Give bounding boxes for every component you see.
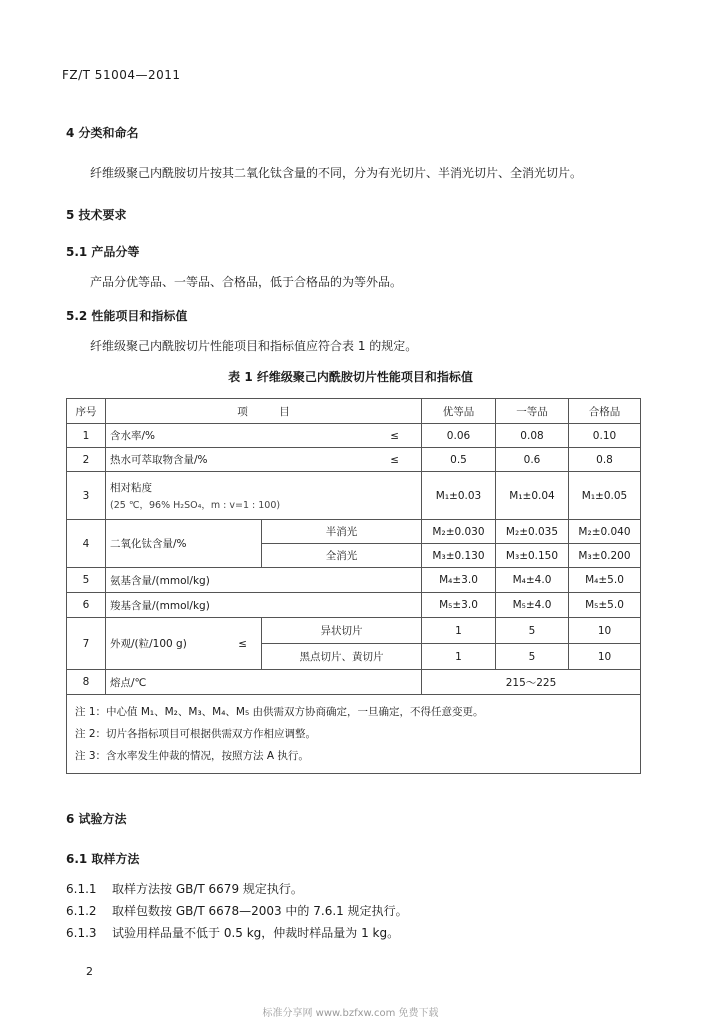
row-item: 熔点/℃ [106,670,422,695]
row-no: 6 [67,593,106,618]
item-number: 6.1.1 [66,882,97,896]
table-row [67,520,641,544]
value-first: M₄±4.0 [496,568,569,593]
value-superior: 1 [422,618,496,644]
row-no: 1 [67,424,106,448]
less-equal-symbol: ≤ [390,429,399,442]
value-first: M₂±0.035 [496,520,569,544]
value-qualified: M₅±5.0 [569,593,641,618]
table-row [67,618,641,644]
item-text: 取样方法按 GB/T 6679 规定执行。 [112,882,303,896]
value-first: M₅±4.0 [496,593,569,618]
section-5-title: 5 技术要求 [66,208,127,222]
value-qualified: M₃±0.200 [569,544,641,568]
sub-item: 异状切片 [262,618,422,644]
document-code: FZ/T 51004—2011 [62,68,181,82]
value-first: M₁±0.04 [496,472,569,520]
list-item [66,902,408,919]
value-qualified: 0.8 [569,448,641,472]
row-item [106,472,422,520]
row-no: 2 [67,448,106,472]
section-5-1-text: 产品分优等品、一等品、合格品，低于合格品的为等外品。 [90,275,403,289]
less-equal-symbol: ≤ [238,637,247,650]
spec-table [66,398,641,774]
header-item: 项 目 [106,399,422,424]
sub-item: 黑点切片、黄切片 [262,644,422,670]
list-item [66,880,303,897]
section-6-1-title: 6.1 取样方法 [66,852,140,866]
row-no: 3 [67,472,106,520]
row-no: 4 [67,520,106,568]
section-5-2-title: 5.2 性能项目和指标值 [66,309,188,323]
table-row [67,568,641,593]
header-grade-superior: 优等品 [422,399,496,424]
section-4-title: 4 分类和命名 [66,126,139,140]
less-equal-symbol: ≤ [390,453,399,466]
item-condition: (25 ℃，96% H₂SO₄，m : v=1 : 100) [110,500,281,511]
value-superior: M₄±3.0 [422,568,496,593]
table-header-row [67,399,641,424]
section-4-text: 纤维级聚己内酰胺切片按其二氧化钛含量的不同，分为有光切片、半消光切片、全消光切片。 [90,166,583,180]
table-notes-row [67,695,641,774]
row-no: 5 [67,568,106,593]
table-row [67,448,641,472]
table-caption: 表 1 纤维级聚己内酰胺切片性能项目和指标值 [228,370,473,384]
note-1: 注 1：中心值 M₁、M₂、M₃、M₄、M₅ 由供需双方协商确定，一旦确定，不得任意变更。 [75,706,484,718]
value-all-grades: 215～225 [422,670,641,695]
value-superior: M₅±3.0 [422,593,496,618]
value-superior: M₂±0.030 [422,520,496,544]
table-row [67,424,641,448]
item-number: 6.1.3 [66,926,97,940]
value-superior: 0.06 [422,424,496,448]
row-item: 二氧化钛含量/% [106,520,262,568]
sub-item: 全消光 [262,544,422,568]
value-first: 0.08 [496,424,569,448]
section-5-2-text: 纤维级聚己内酰胺切片性能项目和指标值应符合表 1 的规定。 [90,339,418,353]
value-qualified: 0.10 [569,424,641,448]
value-qualified: M₄±5.0 [569,568,641,593]
value-qualified: 10 [569,618,641,644]
value-superior: M₁±0.03 [422,472,496,520]
table-row [67,472,641,520]
value-superior: 0.5 [422,448,496,472]
item-label: 外观/(粒/100 g) [110,638,187,650]
value-qualified: M₁±0.05 [569,472,641,520]
row-item: 羧基含量/(mmol/kg) [106,593,422,618]
value-first: 5 [496,618,569,644]
item-text: 取样包数按 GB/T 6678—2003 中的 7.6.1 规定执行。 [112,904,408,918]
row-item [106,448,422,472]
row-item: 氨基含量/(mmol/kg) [106,568,422,593]
item-text: 试验用样品量不低于 0.5 kg，仲裁时样品量为 1 kg。 [112,926,400,940]
value-superior: 1 [422,644,496,670]
row-item [106,424,422,448]
table-row [67,670,641,695]
note-2: 注 2：切片各指标项目可根据供需双方作相应调整。 [75,728,317,740]
item-label: 含水率/% [110,430,156,442]
section-5-1-title: 5.1 产品分等 [66,245,140,259]
header-no: 序号 [67,399,106,424]
table-row [67,593,641,618]
value-qualified: 10 [569,644,641,670]
page-number: 2 [86,965,93,978]
item-label: 热水可萃取物含量/% [110,454,208,466]
value-first: 5 [496,644,569,670]
watermark: 标准分享网 www.bzfxw.com 免费下载 [262,1008,439,1019]
sub-item: 半消光 [262,520,422,544]
row-no: 8 [67,670,106,695]
note-3: 注 3：含水率发生仲裁的情况，按照方法 A 执行。 [75,750,309,762]
value-first: M₃±0.150 [496,544,569,568]
value-first: 0.6 [496,448,569,472]
table-notes [67,695,641,774]
header-grade-first: 一等品 [496,399,569,424]
value-qualified: M₂±0.040 [569,520,641,544]
value-superior: M₃±0.130 [422,544,496,568]
item-number: 6.1.2 [66,904,97,918]
section-6-title: 6 试验方法 [66,812,127,826]
list-item [66,924,399,941]
row-item [106,618,262,670]
item-label: 相对粘度 [110,482,152,494]
row-no: 7 [67,618,106,670]
header-grade-qualified: 合格品 [569,399,641,424]
